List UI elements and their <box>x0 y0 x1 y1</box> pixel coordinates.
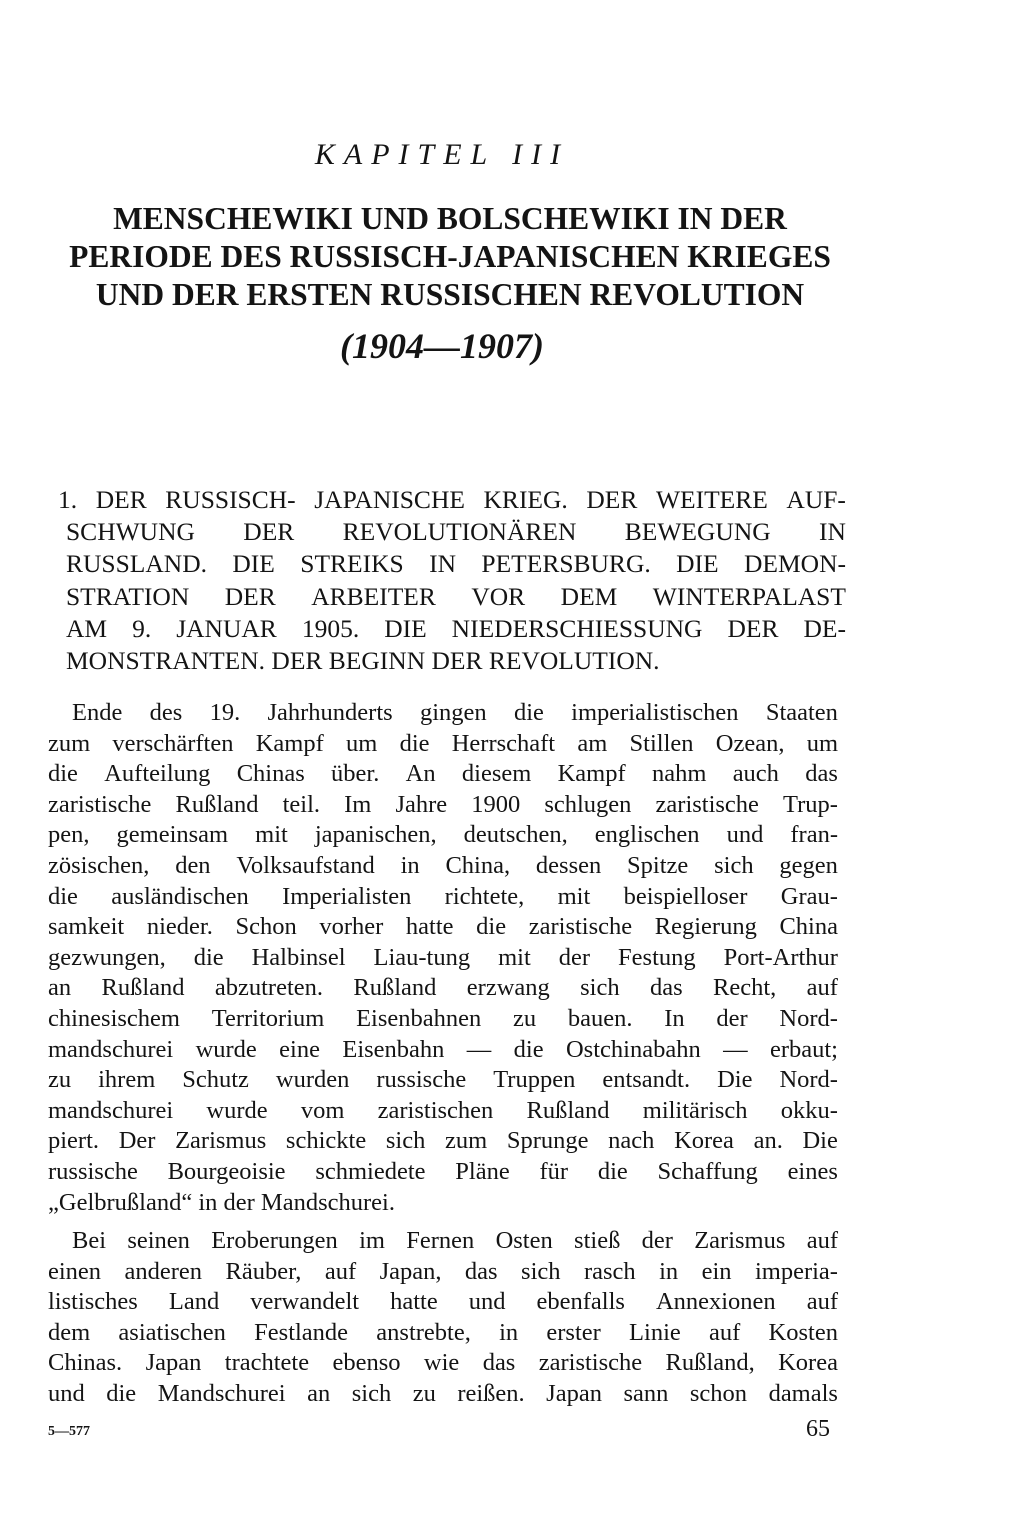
word: eines <box>787 1157 838 1185</box>
word: an <box>48 974 72 1002</box>
word: Recht, <box>712 974 777 1002</box>
word: DER <box>727 613 779 643</box>
word: Grau- <box>780 882 838 910</box>
word: gezwungen, <box>48 943 166 971</box>
word: auf <box>806 1227 838 1255</box>
word: Im <box>344 790 372 818</box>
word: der <box>716 1004 748 1032</box>
word: BEWEGUNG <box>624 517 771 547</box>
word: sich <box>351 1380 392 1408</box>
text-line <box>48 943 838 974</box>
word: STRATION <box>66 581 190 611</box>
text-line <box>48 1348 838 1379</box>
word: Festlande <box>254 1318 349 1346</box>
word: piert. <box>48 1127 100 1155</box>
word: Land <box>168 1288 220 1316</box>
word: rasch <box>583 1257 636 1285</box>
word: zösischen, <box>48 851 150 879</box>
word: eine <box>279 1035 320 1063</box>
word: Ozean, <box>715 729 785 757</box>
word: ein <box>701 1257 732 1285</box>
chapter-title-line: PERIODE DES RUSSISCH-JAPANISCHEN KRIEGES <box>69 239 831 274</box>
word: REVOLUTIONÄREN <box>342 517 577 547</box>
word: Korea <box>674 1127 734 1155</box>
word: Spitze <box>627 851 689 879</box>
word: Rußland <box>175 790 259 818</box>
word: WINTERPALAST <box>652 581 846 611</box>
word: Port-Arthur <box>723 943 838 971</box>
text-line <box>48 1379 838 1410</box>
word: zu <box>48 1066 72 1094</box>
word: die <box>513 1035 544 1063</box>
word: NIEDERSCHIESSUNG <box>451 613 703 643</box>
word: sich <box>714 851 754 879</box>
word: Osten <box>495 1227 553 1255</box>
word: 1. <box>58 485 78 514</box>
page-number: 65 <box>806 1416 830 1442</box>
word: nach <box>608 1127 655 1155</box>
word: der <box>558 943 591 971</box>
word: Fernen <box>406 1227 475 1255</box>
word: teil. <box>282 790 321 818</box>
text-line <box>48 1126 838 1157</box>
word: Mandschurei <box>157 1380 286 1408</box>
word: Japan <box>546 1380 602 1408</box>
word: die <box>106 1380 137 1408</box>
word: sich <box>385 1127 426 1155</box>
word: die <box>399 729 430 757</box>
text-line <box>48 698 838 729</box>
section-heading-line <box>66 613 846 645</box>
word: DIE <box>384 613 427 643</box>
word: SCHWUNG <box>66 517 195 547</box>
word: wie <box>423 1349 460 1377</box>
word: Rußland <box>526 1096 610 1124</box>
word: das <box>482 1349 516 1377</box>
word: KRIEG. <box>483 485 568 514</box>
word: russische <box>48 1157 138 1185</box>
chapter-title-line: UND DER ERSTEN RUSSISCHEN REVOLUTION <box>95 277 805 312</box>
word: Zarismus <box>175 1127 267 1155</box>
word: der <box>641 1227 673 1255</box>
word: damals <box>768 1380 838 1408</box>
text-line <box>48 1157 838 1188</box>
word: verschärften <box>112 729 234 757</box>
word: schmiedete <box>315 1157 426 1185</box>
word: Rußland, <box>665 1349 755 1377</box>
word: 19. <box>209 699 241 726</box>
word: China, <box>445 851 511 879</box>
word: vorher <box>319 913 384 941</box>
word: erbaut; <box>769 1035 838 1063</box>
word: die <box>48 882 78 910</box>
word: am <box>577 729 608 757</box>
word: zaristischen <box>377 1096 494 1124</box>
word: Nord- <box>779 1066 838 1094</box>
text-line <box>48 1257 838 1288</box>
word: STREIKS <box>300 549 404 579</box>
word: Räuber, <box>225 1257 302 1285</box>
word: Linie <box>629 1318 681 1346</box>
word: die <box>513 699 544 726</box>
word: DER <box>243 517 295 547</box>
word: für <box>539 1157 569 1185</box>
section-heading-line <box>66 548 846 580</box>
word: mit <box>498 943 531 971</box>
word: zaristische <box>528 913 633 941</box>
text-line <box>48 1035 838 1066</box>
word: Schon <box>235 913 297 941</box>
word: reißen. <box>457 1380 525 1408</box>
word: mit <box>557 882 591 910</box>
word: DEMON- <box>744 549 846 579</box>
text-line <box>48 820 838 851</box>
text-line <box>48 729 838 760</box>
word: schickte <box>285 1127 367 1155</box>
word: die <box>48 760 78 788</box>
word: — <box>466 1035 492 1063</box>
word: Japan, <box>379 1257 442 1285</box>
word: abzutreten. <box>214 974 324 1002</box>
word: die <box>193 943 224 971</box>
word: die <box>597 1157 628 1185</box>
text-line: „Gelbrußland“ in der Mandschurei. <box>48 1188 395 1216</box>
word: imperialistischen <box>571 699 739 726</box>
word: DEM <box>560 581 618 611</box>
paragraph-1 <box>48 698 838 1218</box>
word: wurden <box>275 1066 350 1094</box>
word: des <box>149 699 183 726</box>
word: zaristische <box>655 790 759 818</box>
chapter-label: KAPITEL III <box>314 138 570 171</box>
word: zu <box>512 1004 537 1032</box>
word: sich <box>521 1257 561 1285</box>
chapter-title <box>40 200 860 314</box>
text-line <box>48 973 838 1004</box>
text-line <box>48 1065 838 1096</box>
word: gemeinsam <box>116 821 229 849</box>
word: entsandt. <box>602 1066 691 1094</box>
word: imperia- <box>754 1257 838 1285</box>
body-text <box>48 698 838 1410</box>
word: militärisch <box>642 1096 748 1124</box>
text-line <box>48 1096 838 1127</box>
word: an <box>307 1380 331 1408</box>
word: stieß <box>574 1227 621 1255</box>
word: fran- <box>790 821 838 849</box>
word: mandschurei <box>48 1096 174 1124</box>
word: und <box>726 821 764 849</box>
word: AUF- <box>786 485 846 514</box>
word: samkeit <box>48 913 125 941</box>
text-line <box>48 1226 838 1257</box>
word: den <box>175 851 211 879</box>
word: das <box>464 1257 498 1285</box>
text-line <box>48 759 838 790</box>
word: VOR <box>471 581 526 611</box>
word: Nord- <box>779 1004 838 1032</box>
word: DER <box>95 485 147 514</box>
word: Annexionen <box>655 1288 776 1316</box>
word: Der <box>118 1127 156 1155</box>
word: sann <box>623 1380 669 1408</box>
word: ebenfalls <box>536 1288 625 1316</box>
word: Truppen <box>493 1066 576 1094</box>
word: erzwang <box>466 974 550 1002</box>
word: und <box>48 1380 85 1408</box>
section-heading <box>58 484 846 677</box>
signature-mark: 5—577 <box>48 1424 90 1439</box>
word: zum <box>48 729 91 757</box>
word: ARBEITER <box>311 581 436 611</box>
word: okku- <box>780 1096 838 1124</box>
word: Sprunge <box>506 1127 589 1155</box>
word: gingen <box>419 699 487 726</box>
word: richtete, <box>444 882 525 910</box>
word: IN <box>819 517 846 547</box>
word: die <box>476 913 507 941</box>
word: Rußland <box>353 974 437 1002</box>
word: Eroberungen <box>211 1227 338 1255</box>
word: auf <box>709 1318 741 1346</box>
word: hatte <box>405 913 454 941</box>
word: Japan <box>145 1349 202 1377</box>
word: schon <box>689 1380 748 1408</box>
word: auf <box>806 974 838 1002</box>
word: Ende <box>72 699 123 726</box>
word: Die <box>717 1066 753 1094</box>
word: nieder. <box>146 913 213 941</box>
word: auf <box>324 1257 357 1285</box>
word: an. <box>753 1127 783 1155</box>
text-line <box>48 1004 838 1035</box>
word: bauen. <box>567 1004 633 1032</box>
word: auf <box>806 1288 838 1316</box>
word: Die <box>802 1127 838 1155</box>
word: seinen <box>127 1227 190 1255</box>
section-heading-line: MONSTRANTEN. DER BEGINN DER REVOLUTION. <box>66 646 660 676</box>
word: In <box>664 1004 685 1032</box>
word: zum <box>444 1127 488 1155</box>
word: in <box>400 851 420 879</box>
text-line <box>48 882 838 913</box>
word: Zarismus <box>694 1227 786 1255</box>
word: Bei <box>72 1227 107 1255</box>
word: An <box>405 760 436 788</box>
word: asiatischen <box>118 1318 226 1346</box>
word: DIE <box>676 549 719 579</box>
word: japanischen, <box>314 821 437 849</box>
word: Aufteilung <box>104 760 211 788</box>
word: wurde <box>206 1096 268 1124</box>
word: pen, <box>48 821 90 849</box>
word: DER <box>224 581 276 611</box>
word: JANUAR <box>176 613 277 643</box>
word: zu <box>412 1380 436 1408</box>
word: über. <box>331 760 380 788</box>
word: um <box>806 729 838 757</box>
word: Imperialisten <box>282 882 412 910</box>
word: dem <box>48 1318 91 1346</box>
word: AM <box>66 613 108 643</box>
word: Volksaufstand <box>236 851 375 879</box>
word: PETERSBURG. <box>481 549 651 579</box>
word: schlugen <box>544 790 632 818</box>
word: Kampf <box>557 760 626 788</box>
word: anderen <box>124 1257 203 1285</box>
word: verwandelt <box>250 1288 360 1316</box>
word: ihrem <box>98 1066 156 1094</box>
word: DIE <box>232 549 275 579</box>
word: Halbinsel <box>251 943 346 971</box>
word: Trup- <box>783 790 838 818</box>
word: zaristische <box>48 790 152 818</box>
word: diesem <box>461 760 532 788</box>
word: anstrebte, <box>376 1318 471 1346</box>
word: IN <box>429 549 457 579</box>
word: und <box>468 1288 506 1316</box>
word: Liau-tung <box>373 943 471 971</box>
word: Herrschaft <box>451 729 556 757</box>
word: JAPANISCHE <box>314 485 465 514</box>
word: Kosten <box>768 1318 838 1346</box>
word: trachtete <box>224 1349 310 1377</box>
word: ebenso <box>332 1349 401 1377</box>
text-line <box>48 1287 838 1318</box>
word: wurde <box>195 1035 257 1063</box>
word: englischen <box>594 821 700 849</box>
word: um <box>346 729 378 757</box>
word: einen <box>48 1257 102 1285</box>
word: Eisenbahn <box>342 1035 445 1063</box>
chapter-title-line: MENSCHEWIKI UND BOLSCHEWIKI IN DER <box>113 201 787 236</box>
word: 1900 <box>471 790 521 818</box>
chapter-years: (1904—1907) <box>340 326 544 366</box>
word: Festung <box>618 943 696 971</box>
word: sich <box>580 974 620 1002</box>
section-heading-line <box>66 516 846 548</box>
word: Territorium <box>211 1004 325 1032</box>
word: nahm <box>651 760 707 788</box>
word: Jahrhunderts <box>267 699 393 726</box>
word: ausländischen <box>111 882 249 910</box>
text-line <box>48 790 838 821</box>
word: Stillen <box>629 729 694 757</box>
word: russische <box>376 1066 467 1094</box>
word: deutschen, <box>463 821 568 849</box>
word: Chinas. <box>48 1349 123 1377</box>
word: erster <box>546 1318 601 1346</box>
word: Kampf <box>255 729 324 757</box>
word: im <box>359 1227 385 1255</box>
word: Regierung <box>654 913 757 941</box>
word: auch <box>732 760 779 788</box>
text-line <box>48 851 838 882</box>
word: 1905. <box>301 613 360 643</box>
text-line <box>48 912 838 943</box>
word: zaristische <box>538 1349 643 1377</box>
word: vom <box>300 1096 345 1124</box>
word: — <box>723 1035 748 1063</box>
word: Korea <box>778 1349 838 1377</box>
word: DE- <box>803 613 846 643</box>
word: in <box>659 1257 679 1285</box>
word: beispielloser <box>623 882 748 910</box>
word: das <box>805 760 838 788</box>
word: mandschurei <box>48 1035 174 1063</box>
section-heading-line <box>66 581 846 613</box>
word: dessen <box>535 851 602 879</box>
word: in <box>499 1318 519 1346</box>
word: DER <box>586 485 638 514</box>
word: Staaten <box>765 699 838 726</box>
word: Pläne <box>455 1157 510 1185</box>
word: Ostchinabahn <box>565 1035 701 1063</box>
word: Rußland <box>101 974 185 1002</box>
paragraph-2 <box>48 1226 838 1410</box>
word: RUSSLAND. <box>66 549 207 579</box>
text-line <box>48 1318 838 1349</box>
word: WEITERE <box>655 485 768 514</box>
word: RUSSISCH- <box>165 485 296 514</box>
word: 9. <box>132 613 152 643</box>
section-heading-line <box>58 484 846 516</box>
word: das <box>649 974 683 1002</box>
word: China <box>779 913 838 941</box>
word: mit <box>255 821 288 849</box>
word: Schaffung <box>657 1157 758 1185</box>
word: Eisenbahnen <box>356 1004 482 1032</box>
word: hatte <box>390 1288 438 1316</box>
word: chinesischem <box>48 1004 180 1032</box>
word: listisches <box>48 1288 138 1316</box>
word: Jahre <box>395 790 448 818</box>
word: Bourgeoisie <box>167 1157 286 1185</box>
word: Chinas <box>236 760 305 788</box>
word: gegen <box>779 851 838 879</box>
word: Schutz <box>182 1066 249 1094</box>
